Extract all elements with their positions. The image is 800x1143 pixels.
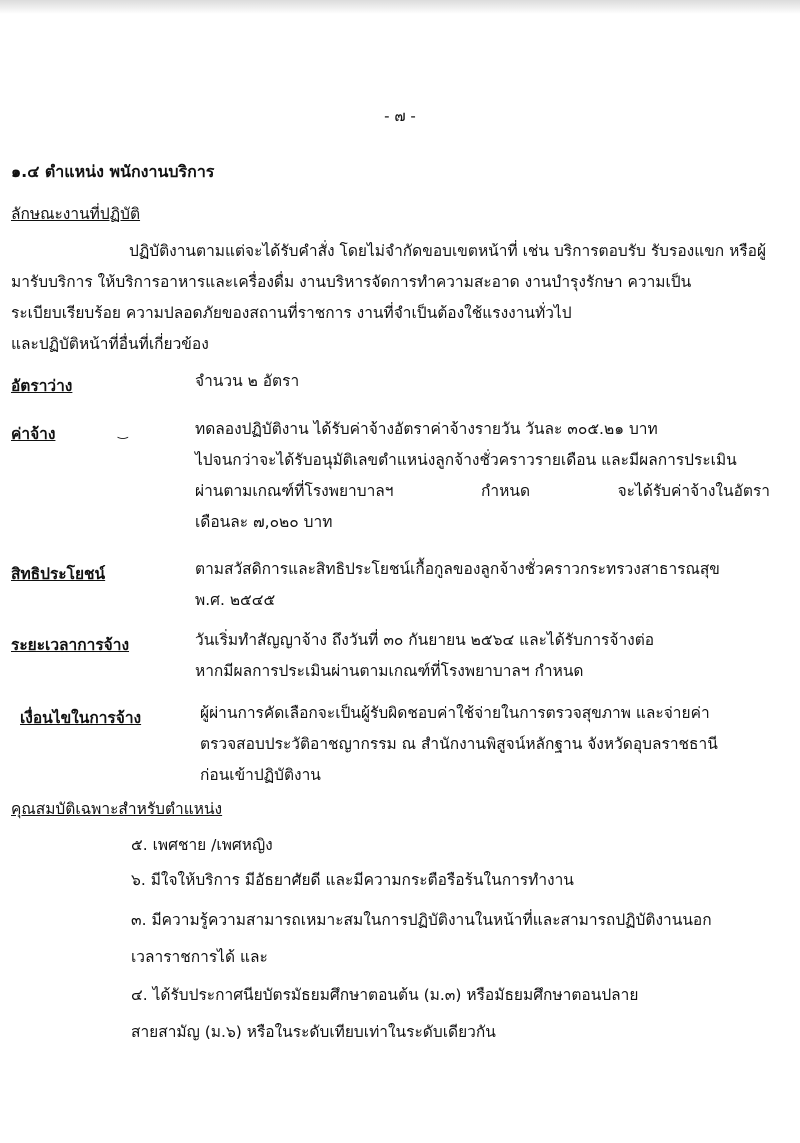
wage-line: ทดลองปฏิบัติงาน ได้รับค่าจ้างอัตราค่าจ้างรายวัน วันละ ๓๐๕.๒๑ บาท (195, 420, 658, 438)
conditions-label: เงื่อนไขในการจ้าง (20, 709, 142, 727)
page-number: - ๗ - (384, 107, 416, 125)
qualification-item: ๔. ได้รับประกาศนียบัตรมัธยมศึกษาตอนต้น (ม.๓) หรือมัธยมศึกษาตอนปลาย (131, 986, 639, 1004)
conditions-line: ตรวจสอบประวัติอาชญากรรม ณ สำนักงานพิสูจน์หลักฐาน จังหวัดอุบลราชธานี (200, 735, 718, 753)
benefits-line: ตามสวัสดิการและสิทธิประโยชน์เกื้อกูลของลูกจ้างชั่วคราวกระทรวงสาธารณสุข (195, 560, 720, 578)
section-heading: ๑.๔ ตำแหน่ง พนักงานบริการ (11, 162, 215, 181)
conditions-value (200, 698, 718, 791)
vacancy-label: อัตราว่าง (11, 377, 73, 395)
duration-value (195, 625, 654, 687)
qualification-item: ๓. มีความรู้ความสามารถเหมาะสมในการปฏิบัติงานในหน้าที่และสามารถปฏิบัติงานนอก (131, 911, 712, 929)
benefits-label: สิทธิประโยชน์ (11, 565, 106, 583)
duration-line: วันเริ่มทำสัญญาจ้าง ถึงวันที่ ๓๐ กันยายน ๒๕๖๔ และได้รับการจ้างต่อ (195, 631, 655, 649)
wage-line: เดือนละ ๗,๐๒๐ บาท (195, 513, 333, 531)
wage-line: ไปจนกว่าจะได้รับอนุมัติเลขตำแหน่งลูกจ้างชั่วคราวรายเดือน และมีผลการประเมิน (195, 451, 737, 469)
qualification-item: ๕. เพศชาย /เพศหญิง (131, 836, 273, 854)
wage-label: ค่าจ้าง (11, 425, 56, 443)
wage-line: ผ่านตามเกณฑ์ที่โรงพยาบาลฯ กำหนด จะได้รับค่าจ้างในอัตรา (195, 482, 770, 500)
scan-top-edge (0, 0, 800, 14)
duties-line: และปฏิบัติหน้าที่อื่นที่เกี่ยวข้อง (11, 335, 209, 353)
benefits-value (195, 554, 720, 616)
conditions-line: ผู้ผ่านการคัดเลือกจะเป็นผู้รับผิดชอบค่าใช้จ่ายในการตรวจสุขภาพ และจ่ายค่า (200, 704, 710, 722)
duration-label: ระยะเวลาการจ้าง (11, 636, 130, 654)
qualification-item: ๖. มีใจให้บริการ มีอัธยาศัยดี และมีความกระตือรือร้นในการทำงาน (131, 871, 574, 889)
qualification-item: เวลาราชการได้ และ (131, 948, 268, 966)
qualification-item: สายสามัญ (ม.๖) หรือในระดับเทียบเท่าในระดับเดียวกัน (131, 1023, 496, 1041)
duties-heading: ลักษณะงานที่ปฏิบัติ (11, 205, 141, 223)
benefits-line: พ.ศ. ๒๕๔๕ (195, 591, 276, 609)
qualifications-heading: คุณสมบัติเฉพาะสำหรับตำแหน่ง (11, 800, 223, 818)
vacancy-value: จำนวน ๒ อัตรา (195, 372, 300, 390)
duties-paragraph (11, 236, 791, 360)
duties-line: ปฏิบัติงานตามแต่จะได้รับคำสั่ง โดยไม่จำกัดขอบเขตหน้าที่ เช่น บริการตอบรับ รับรองแขก หรือผู้ (129, 242, 767, 260)
duties-line: มารับบริการ ให้บริการอาหารและเครื่องดื่ม งานบริหารจัดการทำความสะอาด งานบำรุงรักษา ความเป็น (11, 273, 692, 291)
conditions-line: ก่อนเข้าปฏิบัติงาน (200, 766, 321, 784)
duration-line: หากมีผลการประเมินผ่านตามเกณฑ์ที่โรงพยาบาลฯ กำหนด (195, 662, 584, 680)
stray-mark: ‿ (118, 425, 128, 439)
wage-value (195, 414, 770, 538)
duties-line: ระเบียบเรียบร้อย ความปลอดภัยของสถานที่ราชการ งานที่จำเป็นต้องใช้แรงงานทั่วไป (11, 304, 572, 322)
